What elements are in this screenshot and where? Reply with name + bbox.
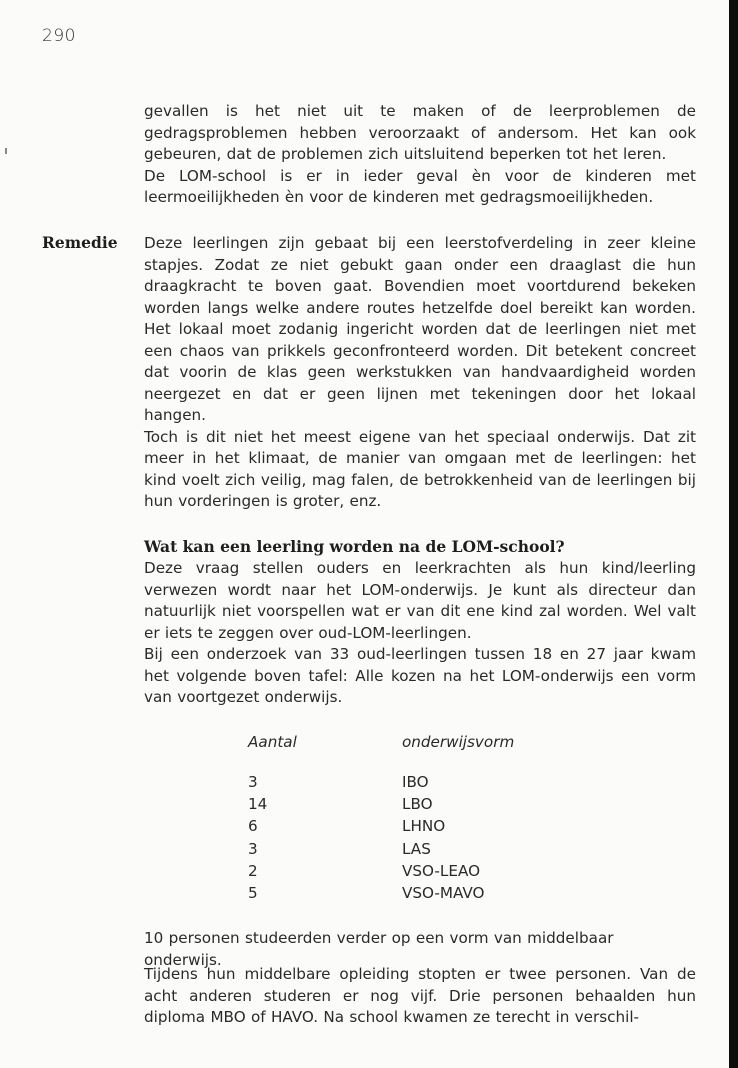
section-paragraph: Bij een onderzoek van 33 oud-leerlingen tussen 18 en 27 jaar kwam het volgende boven tafel: Alle kozen na het LOM-onderwijs een vorm van voortgezet onderwijs. bbox=[144, 645, 696, 706]
intro-paragraph: De LOM-school is er in ieder geval èn voor de kinderen met leermoeilijkheden èn voor de kinderen met gedragsmoeilijkheden. bbox=[144, 166, 696, 206]
table-body bbox=[248, 773, 568, 906]
table-row bbox=[248, 862, 568, 884]
closing-block bbox=[144, 964, 696, 1029]
section-paragraph: Deze vraag stellen ouders en leerkrachten als hun kind/leerling verwezen wordt naar het LOM-onderwijs. Je kunt als directeur dan natuurlijk niet voorspellen wat er van dit ene kind zal worden. Wel valt er iets te zeggen over oud-LOM-leerlingen. bbox=[144, 559, 696, 642]
row-form: LAS bbox=[402, 839, 431, 858]
row-form: VSO-MAVO bbox=[402, 883, 485, 902]
remedie-paragraph: Toch is dit niet het meest eigene van het speciaal onderwijs. Dat zit meer in het klimaat, de manier van omgaan met de leerlingen: het kind voelt zich veilig, mag falen, de betrokkenheid van de leerlingen bij hun vorderingen is groter, enz. bbox=[144, 427, 696, 510]
row-form: LHNO bbox=[402, 817, 446, 836]
table-row bbox=[248, 817, 568, 839]
intro-paragraph: gevallen is het niet uit te maken of de leerproblemen de gedragsproblemen hebben veroorzaakt of andersom. Het kan ook gebeuren, dat de problemen zich uitsluitend beperken tot het leren. bbox=[144, 102, 696, 163]
header-aantal: Aantal bbox=[248, 733, 297, 751]
scan-edge-shadow bbox=[729, 0, 738, 1068]
lom-section bbox=[144, 536, 696, 709]
section-heading: Wat kan een leerling worden na de LOM-school? bbox=[144, 537, 565, 556]
scan-speck bbox=[5, 148, 7, 154]
table-row bbox=[248, 840, 568, 862]
intro-block bbox=[144, 101, 696, 209]
closing-paragraph: Tijdens hun middelbare opleiding stopten er twee personen. Van de acht anderen studeren er nog vijf. Drie personen behaalden hun diploma MBO of HAVO. Na school kwamen ze terecht in verschil- bbox=[144, 965, 696, 1026]
table-row bbox=[248, 795, 568, 817]
row-count: 3 bbox=[248, 839, 258, 858]
row-count: 14 bbox=[248, 795, 268, 814]
table-row bbox=[248, 884, 568, 906]
row-form: LBO bbox=[402, 795, 433, 814]
row-count: 3 bbox=[248, 773, 258, 791]
education-table bbox=[248, 733, 568, 906]
after-table-note: 10 personen studeerden verder op een vorm van middelbaar onderwijs. bbox=[144, 929, 614, 969]
row-count: 6 bbox=[248, 817, 258, 836]
header-onderwijsvorm: onderwijsvorm bbox=[402, 733, 515, 751]
remedie-block bbox=[144, 233, 696, 513]
table-header-row bbox=[248, 733, 568, 755]
row-count: 5 bbox=[248, 883, 258, 902]
table-row bbox=[248, 773, 568, 795]
row-form: IBO bbox=[402, 773, 429, 791]
remedie-paragraph: Deze leerlingen zijn gebaat bij een leerstofverdeling in zeer kleine stapjes. Zodat ze niet gebukt gaan onder een draaglast die hun draagkracht te boven gaat. Bovendien moet voortdurend bekeken worden langs welke andere routes hetzelfde doel bereikt kan worden. Het lokaal moet zodanig ingericht worden dat de leerlingen niet met een chaos van prikkels geconfronteerd worden. Dit betekent concreet dat voorin de klas geen werkstukken van handvaardigheid worden neergezet en dat er geen lijnen met tekeningen door het lokaal hangen. bbox=[144, 234, 696, 424]
remedie-label: Remedie bbox=[42, 233, 118, 252]
page-number: 290 bbox=[42, 26, 76, 46]
row-form: VSO-LEAO bbox=[402, 861, 481, 880]
row-count: 2 bbox=[248, 861, 258, 880]
